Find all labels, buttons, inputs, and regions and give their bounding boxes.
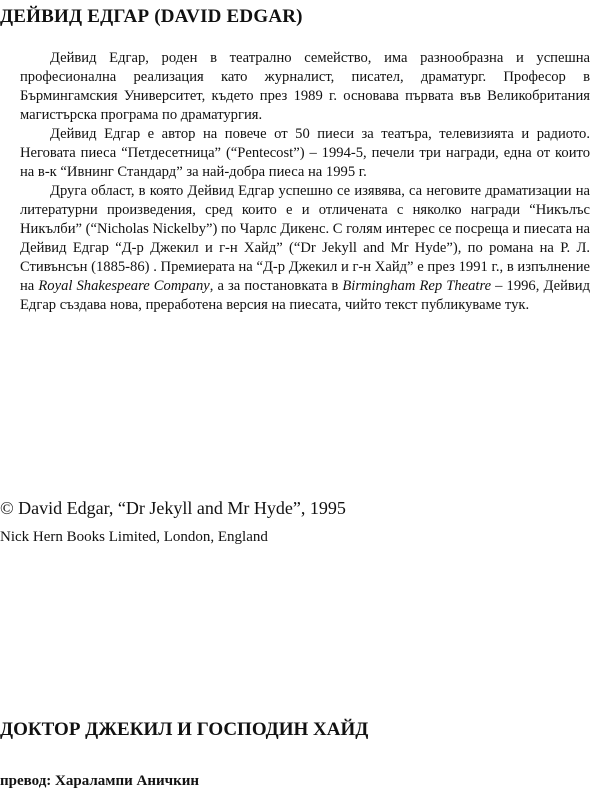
author-heading: ДЕЙВИД ЕДГАР (DAVID EDGAR) (0, 6, 303, 27)
play-title: ДОКТОР ДЖЕКИЛ И ГОСПОДИН ХАЙД (0, 719, 369, 740)
bio-paragraph-3-text-3: – 1996, Дейвид Едгар създава нова, преработена версия на пиесата, чийто текст публикуваме тук. (20, 278, 591, 313)
bio-paragraph-3-text-1: Друга област, в която Дейвид Едгар успешно се изявява, са неговите драматизации на литературни произведения, сред които е и отличената с няколко награди “Никълъс Никълби” (“Nicholas Nickelby”) по Чарлс Дикенс. С голям интерес се посреща и пиесата на Дейвид Едгар “Д-р Джекил и г-н Хайд” (“Dr Jekyll and Mr Hyde”), по романа на Р. Л. Стивънсън (1885-86) . Премиерата на “Д-р Джекил и г-н Хайд” е през 1991 г., в изпълнение на (20, 183, 590, 294)
translator-credit: превод: Харалампи Аничкин (0, 773, 200, 789)
publisher-line: Nick Hern Books Limited, London, England (0, 529, 268, 545)
bio-paragraph-2: Дейвид Едгар е автор на повече от 50 пиеси за театъра, телевизията и радиото. Неговата пиеса “Петдесетница” (“Pentecost”) – 1994-5, печели три награди, една от които на в-к “Ивнинг Стандард” за най-добра пиеса на 1995 г. (20, 126, 590, 180)
theatre-venue-name: Birmingham Rep Theatre (342, 278, 492, 294)
bio-paragraph-1: Дейвид Едгар, роден в театрално семейство, има разнообразна и успешна професионална реализация като журналист, писател, драматург. Професор в Бърмингамския Университет, където през 1989 г. основава първата във Великобритания магистърска програма по драматургия. (20, 50, 590, 123)
bio-paragraph-3 (20, 182, 590, 315)
theatre-company-name: Royal Shakespeare Company (38, 278, 210, 294)
copyright-line: © David Edgar, “Dr Jekyll and Mr Hyde”, 1995 (0, 498, 346, 518)
author-biography (20, 49, 590, 315)
bio-paragraph-3-text-2: , а за постановката в (209, 278, 343, 294)
